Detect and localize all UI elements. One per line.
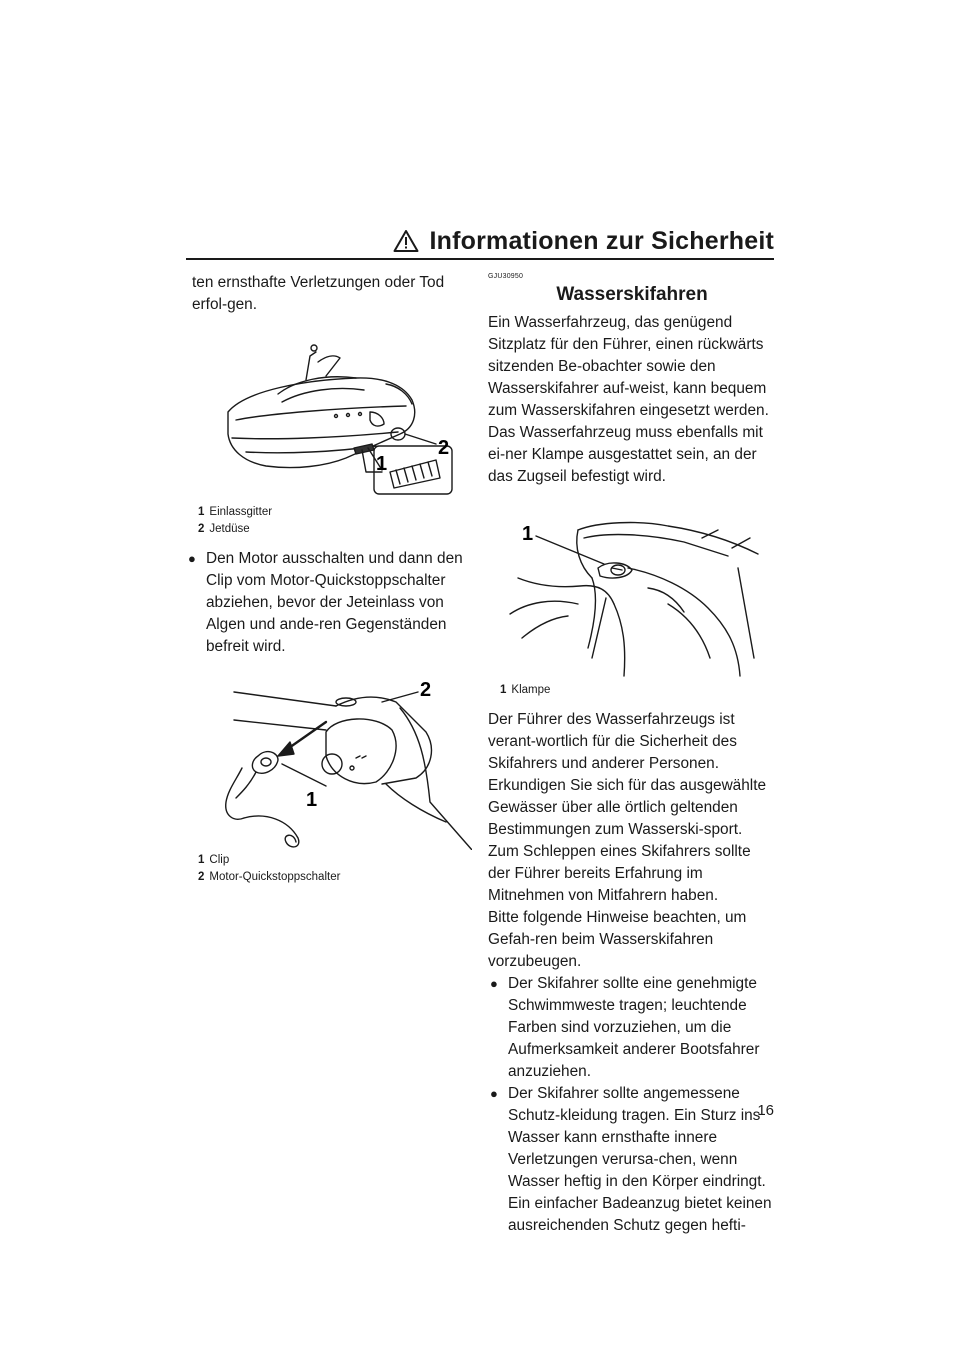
page-number: 16 — [757, 1102, 774, 1119]
bullet-item — [186, 548, 472, 658]
paragraph: Bitte folgende Hinweise beachten, um Gefah-ren beim Wasserskifahren vorzubeugen. — [488, 909, 747, 970]
page-header — [186, 226, 774, 256]
figure2-caption-row: 2 Motor-Quickstoppschalter — [198, 871, 341, 883]
bullet-item — [488, 973, 776, 1083]
paragraph: Das Wasserfahrzeug muss ebenfalls mit ei-ner Klampe ausgestattet sein, an der das Zugseil befestigt wird. — [488, 424, 763, 485]
bullet-text: Der Skifahrer sollte eine genehmigte Schwimmweste tragen; leuchtende Farben sind vorzuziehen, um die Aufmerksamkeit anderer Bootsfahrer anzuziehen. — [508, 975, 760, 1080]
section-title: Wasserskifahren — [556, 284, 708, 305]
figure1-caption — [186, 504, 472, 538]
left-column — [186, 272, 472, 886]
figure-watercraft-inlet — [186, 320, 472, 498]
figure2-label-2: 2 — [420, 679, 432, 701]
figure1-caption-row: 2 Jetdüse — [198, 523, 250, 535]
bullet-item — [488, 1083, 776, 1237]
section-code: GJU30950 — [488, 273, 524, 280]
figure3-caption — [488, 682, 776, 699]
paragraph: Zum Schleppen eines Skifahrers sollte der Führer bereits Erfahrung im Mitnehmen von Mitfahrern haben. — [488, 843, 751, 904]
bullet-text: Der Skifahrer sollte angemessene Schutz-kleidung tragen. Ein Sturz ins Wasser kann ernsthafte innere Verletzungen verursa-chen, wenn Wasser heftig in den Körper eindringt. Ein einfacher Badeanzug bietet keinen ausreichenden Schutz gegen hefti- — [508, 1085, 772, 1234]
paragraph: Ein Wasserfahrzeug, das genügend Sitzplatz für den Führer, einen rückwärts sitzenden Be-obachter sowie den Wasserskifahrer auf-weist, kann bequem zum Wasserskifahren eingesetzt werden. — [488, 314, 769, 419]
header-rule — [186, 258, 774, 260]
figure-quickstop-clip — [186, 672, 472, 850]
paragraph: Der Führer des Wasserfahrzeugs ist verant-wortlich für die Sicherheit des Skifahrers und anderer Personen. Erkundigen Sie sich für das ausgewählte Gewässer über alle örtlich geltenden Bestimmungen zum Wasserski-sport. — [488, 711, 767, 838]
bullet-icon: ● — [188, 551, 196, 566]
figure1-label-2: 2 — [438, 437, 450, 459]
intro-text: ten ernsthafte Verletzungen oder Tod erfol-gen. — [192, 274, 445, 313]
right-column — [488, 272, 776, 1237]
figure1-caption-row: 1 Einlassgitter — [198, 506, 273, 518]
bullet-icon: ● — [490, 976, 498, 991]
figure3-label-1: 1 — [522, 523, 534, 545]
page-title: Informationen zur Sicherheit — [429, 226, 774, 255]
figure1-label-1: 1 — [376, 453, 388, 475]
figure2-label-1: 1 — [306, 789, 318, 811]
figure2-caption-row: 1 Clip — [198, 854, 230, 866]
figure3-caption-row: 1 Klampe — [500, 684, 551, 696]
figure-cleat — [488, 508, 776, 678]
warning-triangle-icon — [393, 229, 419, 253]
bullet-icon: ● — [490, 1086, 498, 1101]
figure2-caption — [186, 852, 472, 886]
bullet-text: Den Motor ausschalten und dann den Clip vom Motor-Quickstoppschalter abziehen, bevor der Jeteinlass von Algen und ande-ren Gegenständen befreit wird. — [206, 550, 463, 655]
